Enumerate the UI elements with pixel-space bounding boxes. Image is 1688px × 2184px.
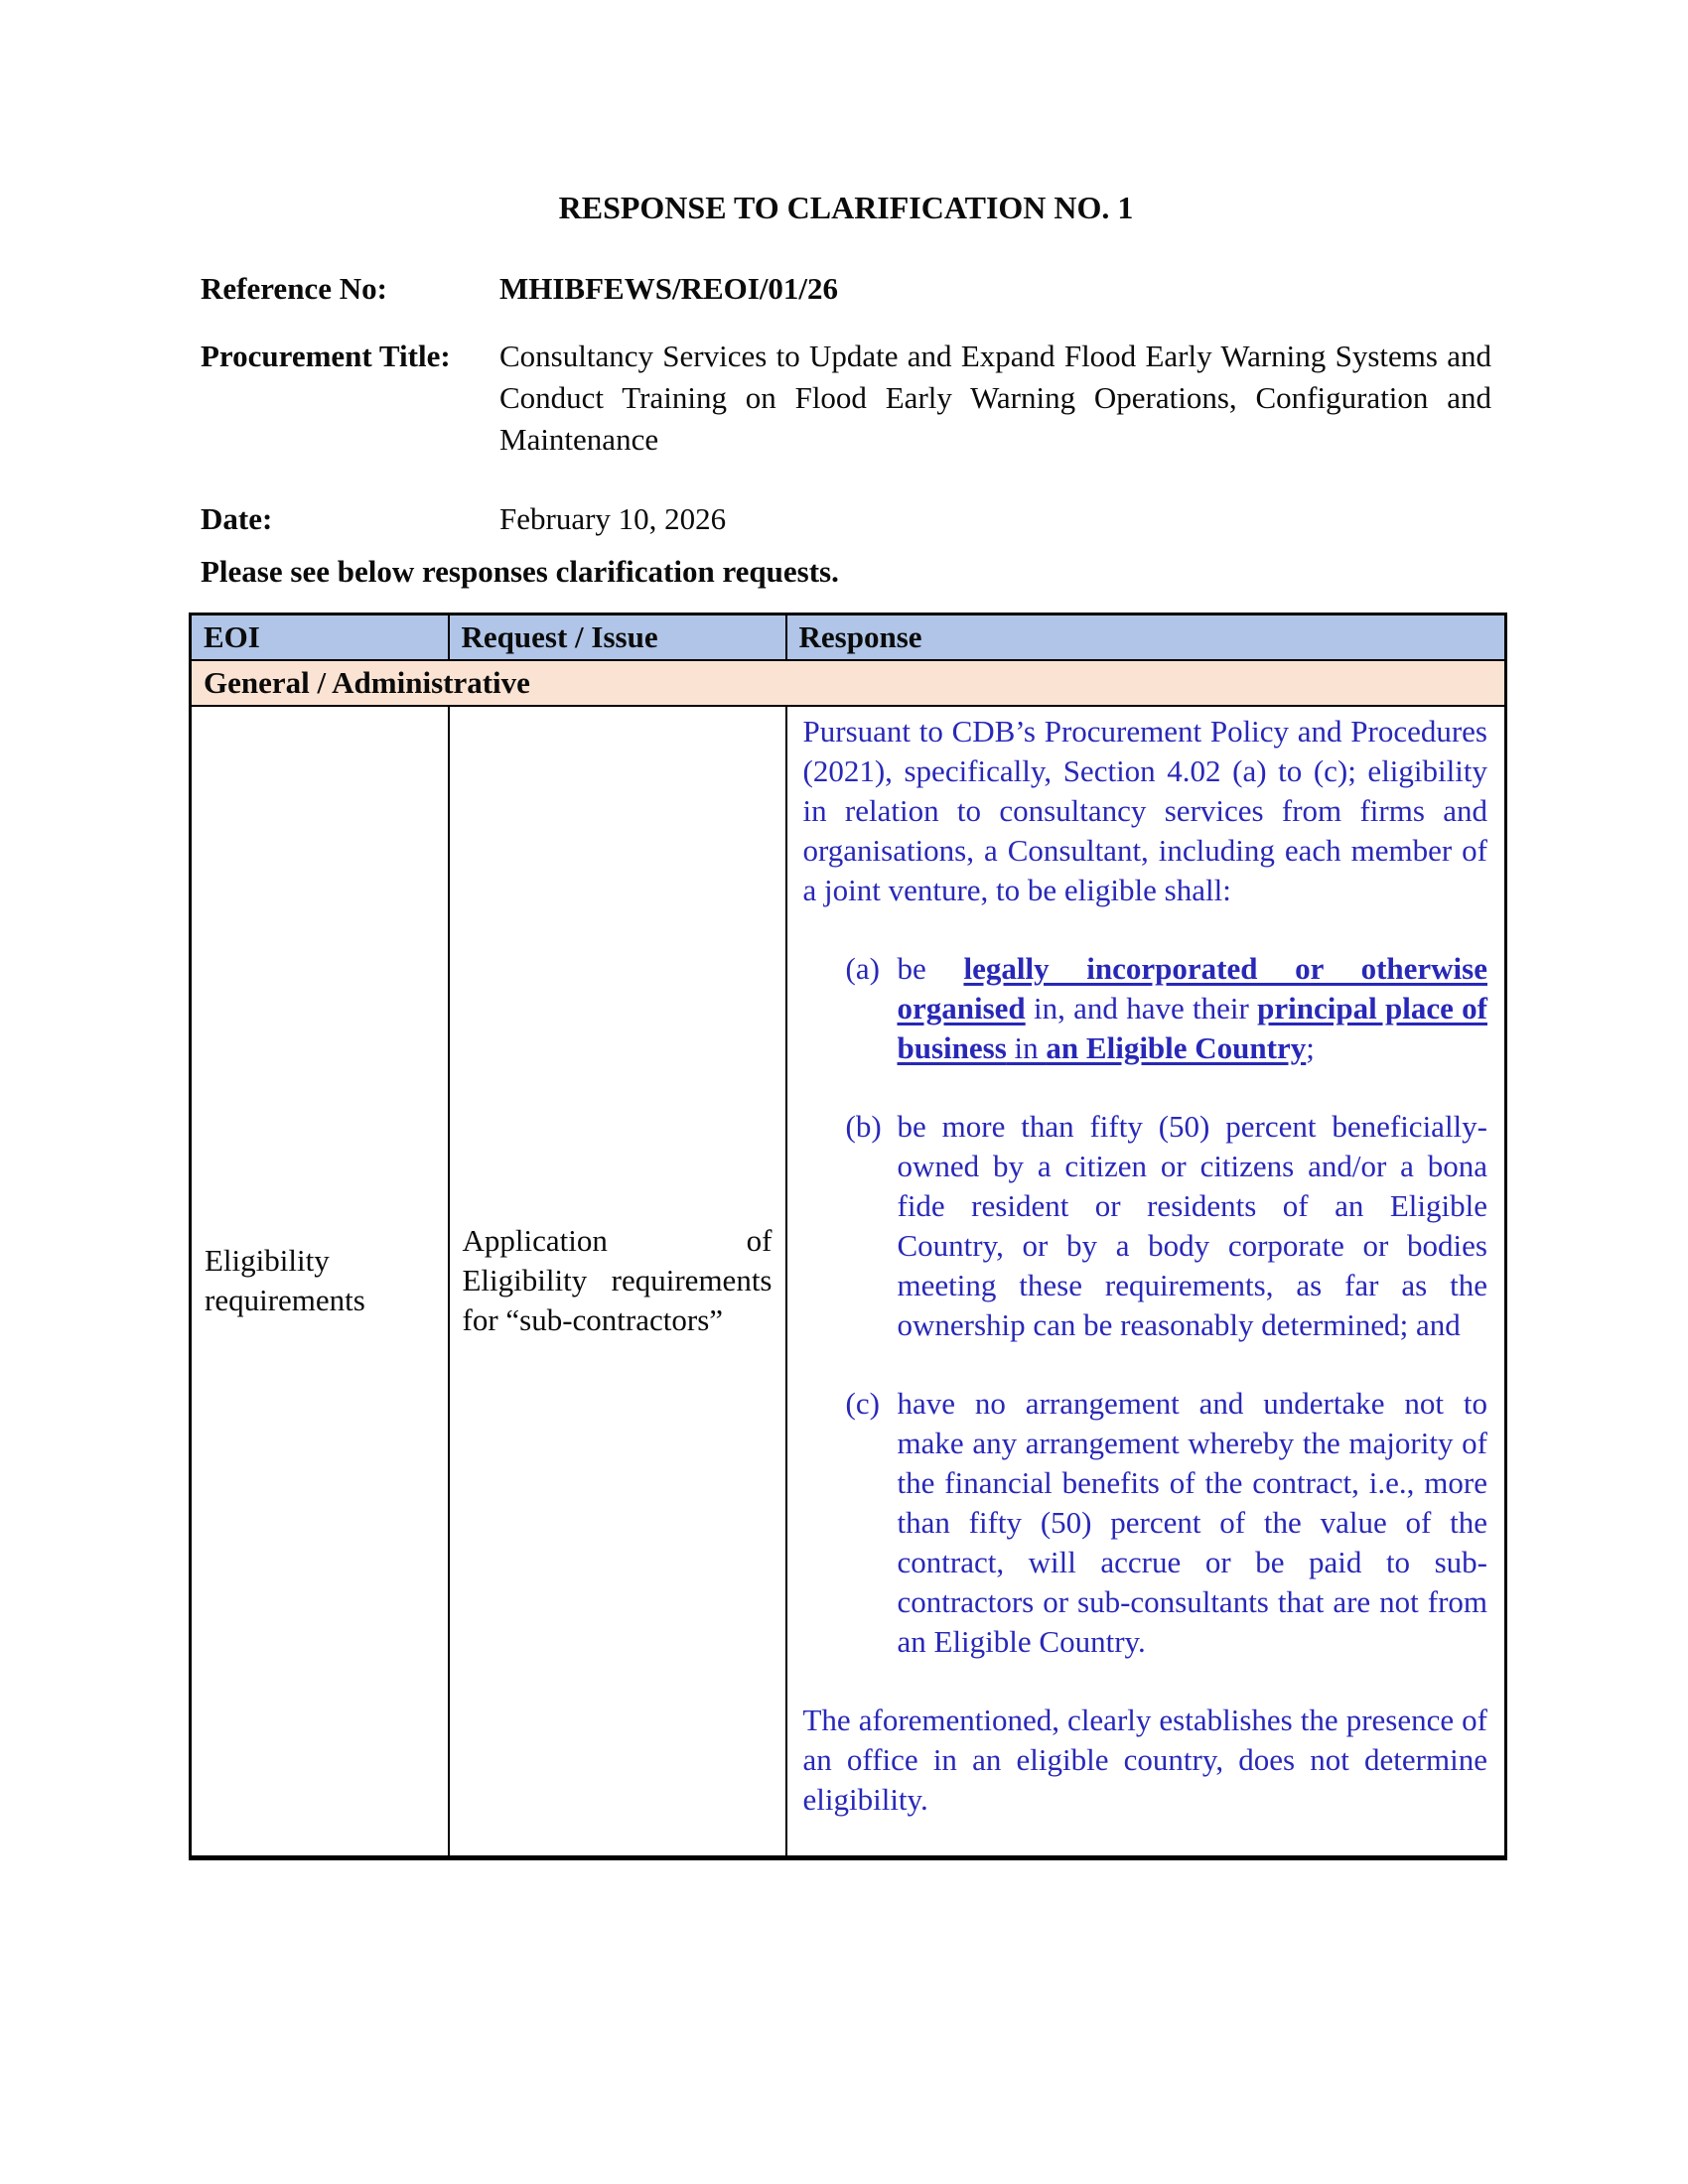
section-header-general-administrative: General / Administrative xyxy=(191,660,1506,706)
section-header-row xyxy=(191,660,1506,706)
item-a-text xyxy=(898,949,1488,1068)
intro-line: Please see below responses clarification requests. xyxy=(201,554,839,589)
item-a-seg-5-underline: in xyxy=(1006,1029,1047,1065)
item-a-seg-1: be xyxy=(897,950,964,986)
procurement-title-label: Procurement Title: xyxy=(201,339,451,373)
table-row xyxy=(191,706,1506,1858)
column-header-response: Response xyxy=(786,614,1506,660)
reference-label: Reference No: xyxy=(201,271,387,306)
page-title: RESPONSE TO CLARIFICATION NO. 1 xyxy=(558,190,1134,225)
column-header-request-issue: Request / Issue xyxy=(449,614,786,660)
response-closing-paragraph: The aforementioned, clearly establishes the presence of an office in an eligible country, does not determine eligibility. xyxy=(802,1702,1487,1817)
item-a-seg-2-bold-underline: legally incorporated or otherwise organised xyxy=(897,950,1487,1025)
item-a-seg-4-bold-underline: principal place of business xyxy=(897,990,1487,1065)
response-intro-paragraph: Pursuant to CDB’s Procurement Policy and Procedures (2021), specifically, Section 4.02 (a) to (c); eligibility in relation to consultancy services from firms and organisations, a Consultant, including each member of a joint venture, to be eligible shall: xyxy=(802,713,1487,907)
eoi-cell: Eligibility requirements xyxy=(191,706,449,1858)
item-a-seg-6-bold-underline: an Eligible Country xyxy=(1046,1029,1307,1065)
date-row xyxy=(201,498,1491,540)
response-item-b xyxy=(803,1107,1488,1345)
item-b-text: be more than fifty (50) percent beneficially-owned by a citizen or citizens and/or a bona fide resident or residents of an Eligible Country, or by a body corporate or bodies meeting these requirements, as far as the ownership can be reasonably determined; and xyxy=(897,1108,1487,1342)
reference-value: MHIBFEWS/REOI/01/26 xyxy=(499,271,839,306)
procurement-title-value: Consultancy Services to Update and Expand Flood Early Warning Systems and Conduct Training on Flood Early Warning Operations, Configuration and Maintenance xyxy=(499,339,1491,457)
column-header-eoi: EOI xyxy=(191,614,449,660)
clarification-table xyxy=(189,613,1507,1860)
date-value: February 10, 2026 xyxy=(499,501,727,536)
item-b-label: (b) xyxy=(845,1108,882,1144)
response-item-a xyxy=(803,949,1488,1068)
request-issue-cell: Application of Eligibility requirements for “sub-contractors” xyxy=(449,706,786,1858)
item-a-seg-3: in, and have their xyxy=(1025,990,1258,1025)
reference-row xyxy=(201,268,1491,310)
table-header-row xyxy=(191,614,1506,660)
response-cell xyxy=(786,706,1506,1858)
response-item-c xyxy=(803,1384,1488,1662)
item-a-label: (a) xyxy=(845,950,880,986)
date-label: Date: xyxy=(201,501,273,536)
procurement-title-row xyxy=(201,336,1491,461)
item-c-label: (c) xyxy=(845,1385,880,1421)
item-a-seg-7: ; xyxy=(1306,1029,1315,1065)
item-c-text: have no arrangement and undertake not to make any arrangement whereby the majority of the financial benefits of the contract, i.e., more than fifty (50) percent of the value of the contract, will accrue or be paid to sub-contractors or sub-consultants that are not from an Eligible Country. xyxy=(897,1385,1487,1659)
